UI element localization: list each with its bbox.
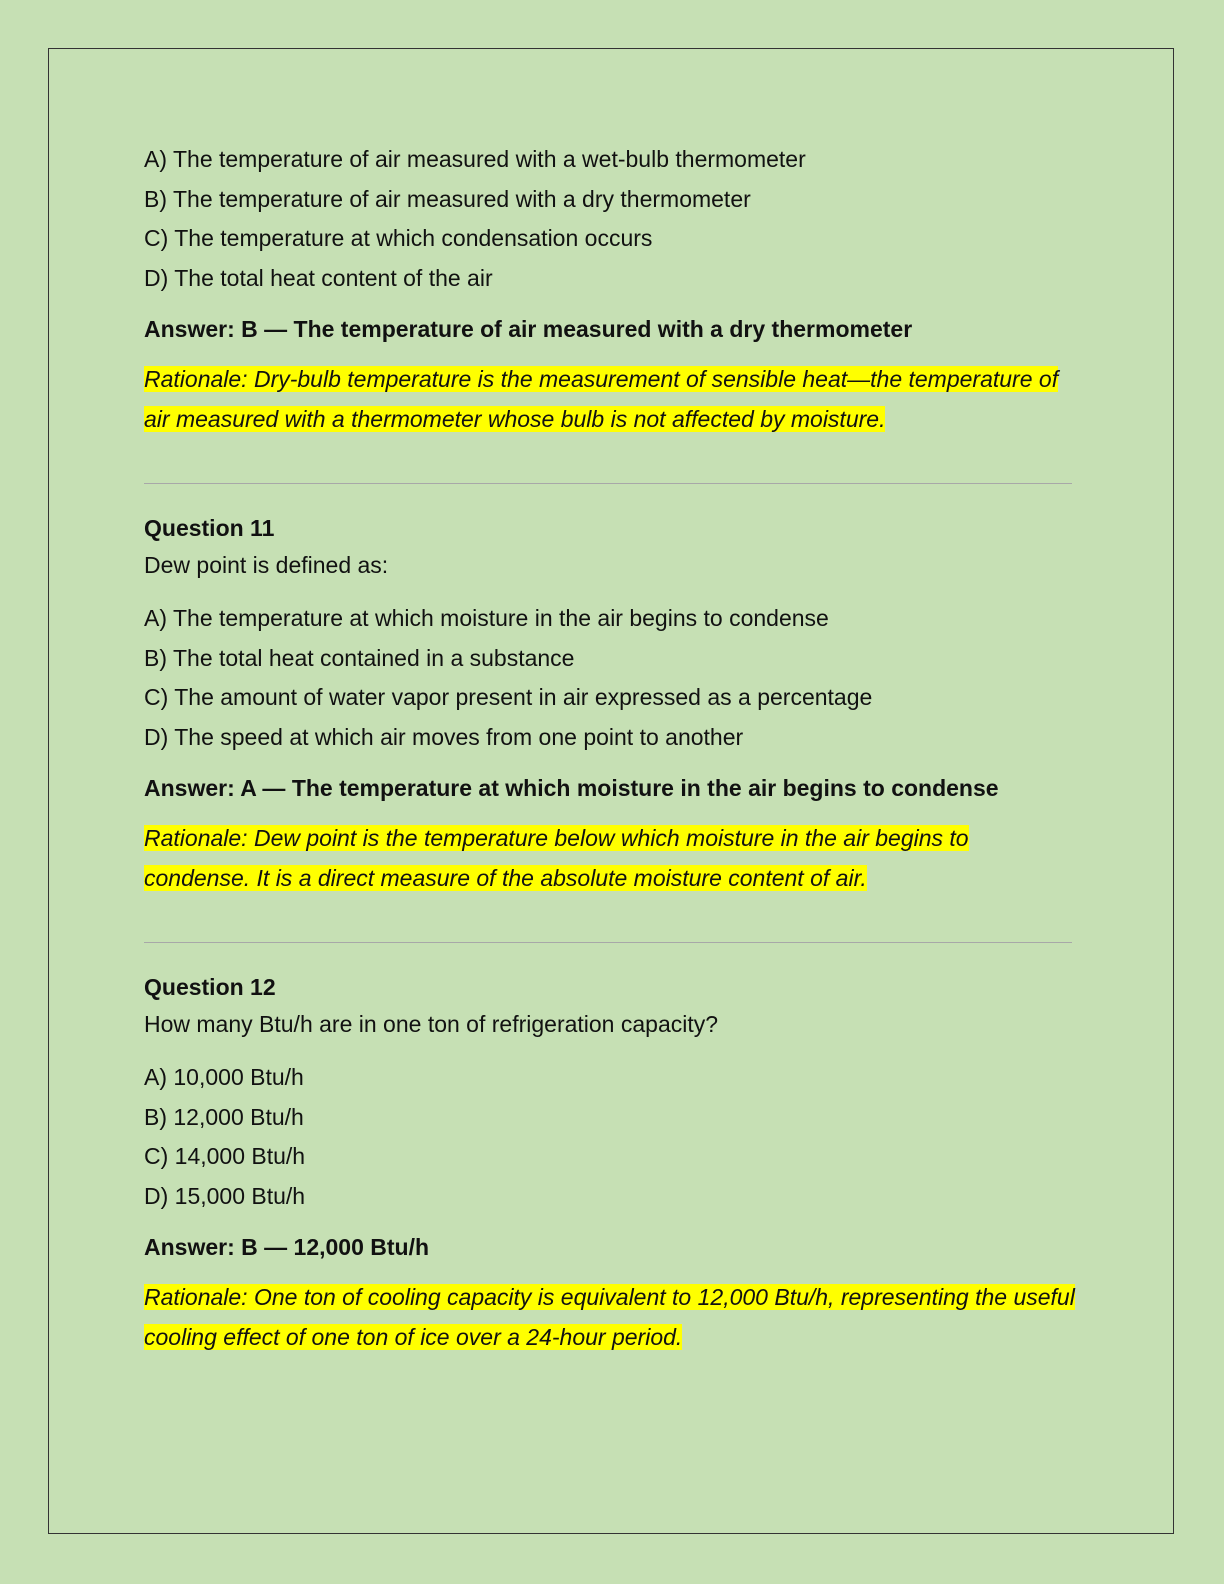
q12-option-a: A) 10,000 Btu/h [144, 1064, 304, 1090]
section-divider [144, 483, 1072, 484]
q11-option-b: B) The total heat contained in a substance [144, 644, 575, 671]
q11-title: Question 11 [144, 515, 275, 541]
q11-option-d: D) The speed at which air moves from one point to another [144, 723, 744, 750]
q11-rationale [144, 819, 1079, 898]
q12-text: How many Btu/h are in one ton of refrigeration capacity? [144, 1011, 719, 1037]
q12-options [144, 1058, 1084, 1216]
q11-rationale-text: Rationale: Dew point is the temperature below which moisture in the air begins to condense. It is a direct measure of the absolute moisture content of air. [144, 825, 969, 891]
q10-option-a: A) The temperature of air measured with a wet-bulb thermometer [144, 146, 806, 172]
q12-option-c: C) 14,000 Btu/h [144, 1143, 306, 1169]
document-content [144, 140, 1084, 1357]
q11-answer: Answer: A — The temperature at which moisture in the air begins to condense [144, 775, 999, 801]
q12-rationale [144, 1278, 1079, 1357]
section-divider [144, 942, 1072, 943]
q10-option-b: B) The temperature of air measured with a dry thermometer [144, 185, 751, 212]
q11-options [144, 599, 1084, 757]
question-10 [144, 140, 1084, 439]
q10-option-d: D) The total heat content of the air [144, 264, 493, 291]
question-11 [144, 512, 1084, 898]
question-12 [144, 971, 1084, 1357]
q12-rationale-text: Rationale: One ton of cooling capacity is equivalent to 12,000 Btu/h, representing the useful cooling effect of one ton of ice over a 24-hour period. [144, 1284, 1075, 1350]
q12-option-b: B) 12,000 Btu/h [144, 1103, 304, 1130]
q12-title: Question 12 [144, 974, 276, 1000]
q12-option-d: D) 15,000 Btu/h [144, 1182, 306, 1209]
q10-option-c: C) The temperature at which condensation occurs [144, 225, 653, 251]
q11-text: Dew point is defined as: [144, 552, 389, 578]
q10-options [144, 140, 1084, 298]
q10-rationale [144, 360, 1079, 439]
q11-option-a: A) The temperature at which moisture in the air begins to condense [144, 605, 829, 631]
q12-answer: Answer: B — 12,000 Btu/h [144, 1234, 430, 1260]
q10-rationale-text: Rationale: Dry-bulb temperature is the measurement of sensible heat—the temperature of air measured with a thermometer whose bulb is not affected by moisture. [144, 366, 1059, 432]
q11-option-c: C) The amount of water vapor present in air expressed as a percentage [144, 684, 873, 710]
q10-answer: Answer: B — The temperature of air measured with a dry thermometer [144, 316, 913, 342]
